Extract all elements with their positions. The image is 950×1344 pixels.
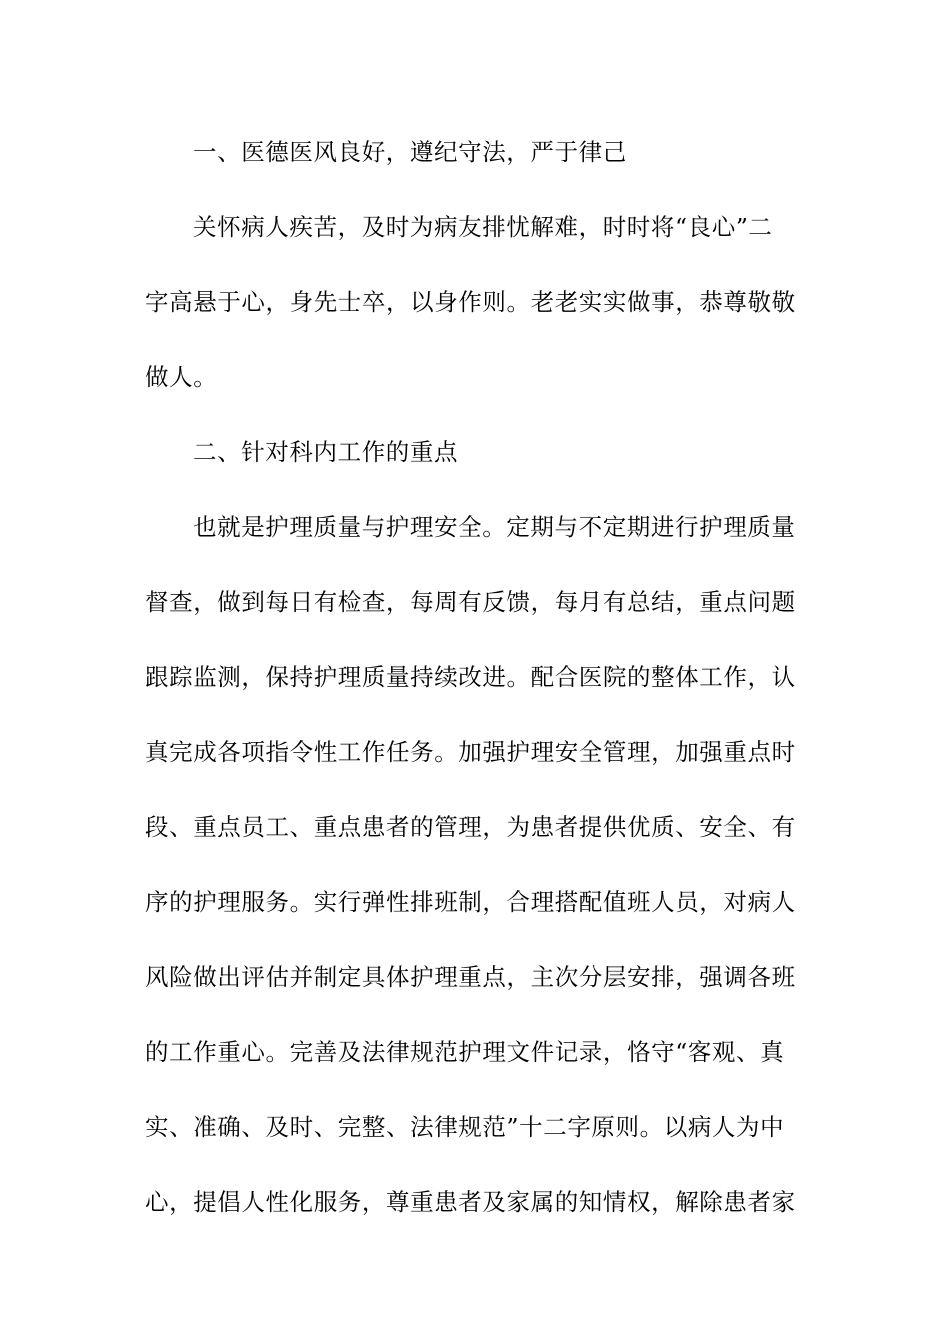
paragraph-line: 序的护理服务。实行弹性排班制，合理搭配值班人员，对病人 <box>145 888 796 916</box>
paragraph-line: 关怀病人疾苦，及时为病友排忧解难，时时将“良心”二 <box>193 213 773 241</box>
paragraph-line: 心，提倡人性化服务，尊重患者及家属的知情权，解除患者家 <box>145 1188 796 1216</box>
paragraph-line: 风险做出评估并制定具体护理重点，主次分层安排，强调各班 <box>145 963 796 991</box>
heading-2: 二、针对科内工作的重点 <box>193 438 459 466</box>
paragraph-line: 段、重点员工、重点患者的管理，为患者提供优质、安全、有 <box>145 813 796 841</box>
heading-1: 一、医德医风良好，遵纪守法，严于律己 <box>193 138 627 166</box>
paragraph-line: 的工作重心。完善及法律规范护理文件记录，恪守“客观、真 <box>145 1038 785 1066</box>
paragraph-line: 做人。 <box>145 363 218 391</box>
paragraph-line: 跟踪监测，保持护理质量持续改进。配合医院的整体工作，认 <box>145 663 796 691</box>
paragraph-line: 字高悬于心，身先士卒，以身作则。老老实实做事，恭尊敬敬 <box>145 288 796 316</box>
paragraph-line: 督查，做到每日有检查，每周有反馈，每月有总结，重点问题 <box>145 588 796 616</box>
paragraph-line: 也就是护理质量与护理安全。定期与不定期进行护理质量 <box>193 513 796 541</box>
paragraph-line: 实、准确、及时、完整、法律规范”十二字原则。以病人为中 <box>145 1113 785 1141</box>
paragraph-line: 真完成各项指令性工作任务。加强护理安全管理，加强重点时 <box>145 738 796 766</box>
